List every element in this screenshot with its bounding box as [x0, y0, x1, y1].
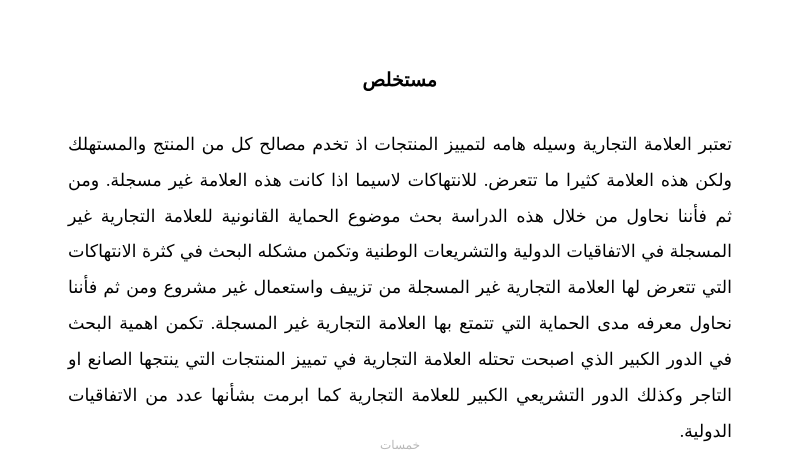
page-title: مستخلص — [362, 70, 438, 91]
watermark-label: خمسات — [379, 438, 421, 452]
abstract-paragraph: تعتبر العلامة التجارية وسيله هامه لتمييز المنتجات اذ تخدم مصالح كل من المنتج والمستهلك ولكن هذه العلامة كثيرا ما تتعرض. للانتهاكات لاسيما اذا كانت هذه العلامة غير مسجلة. ومن ثم فأننا نحاول من خلال هذه الدراسة بحث موضوع الحماية القانونية للعلامة التجارية غير المسجلة في الاتفاقيات الدولية والتشريعات الوطنية وتكمن مشكله البحث في كثرة الانتهاكات التي تتعرض لها العلامة التجارية غير المسجلة من تزييف واستعمال غير مشروع ومن ثم فأننا نحاول معرفه مدى الحماية التي تتمتع بها العلامة التجارية غير المسجلة. تكمن اهمية البحث في الدور الكبير الذي اصبحت تحتله العلامة التجارية في تمييز المنتجات التي ينتجها الصانع او التاجر وكذلك الدور التشريعي الكبير للعلامة التجارية كما ابرمت بشأنها عدد من الاتفاقيات الدولية. — [68, 133, 732, 441]
abstract-body — [68, 127, 732, 450]
